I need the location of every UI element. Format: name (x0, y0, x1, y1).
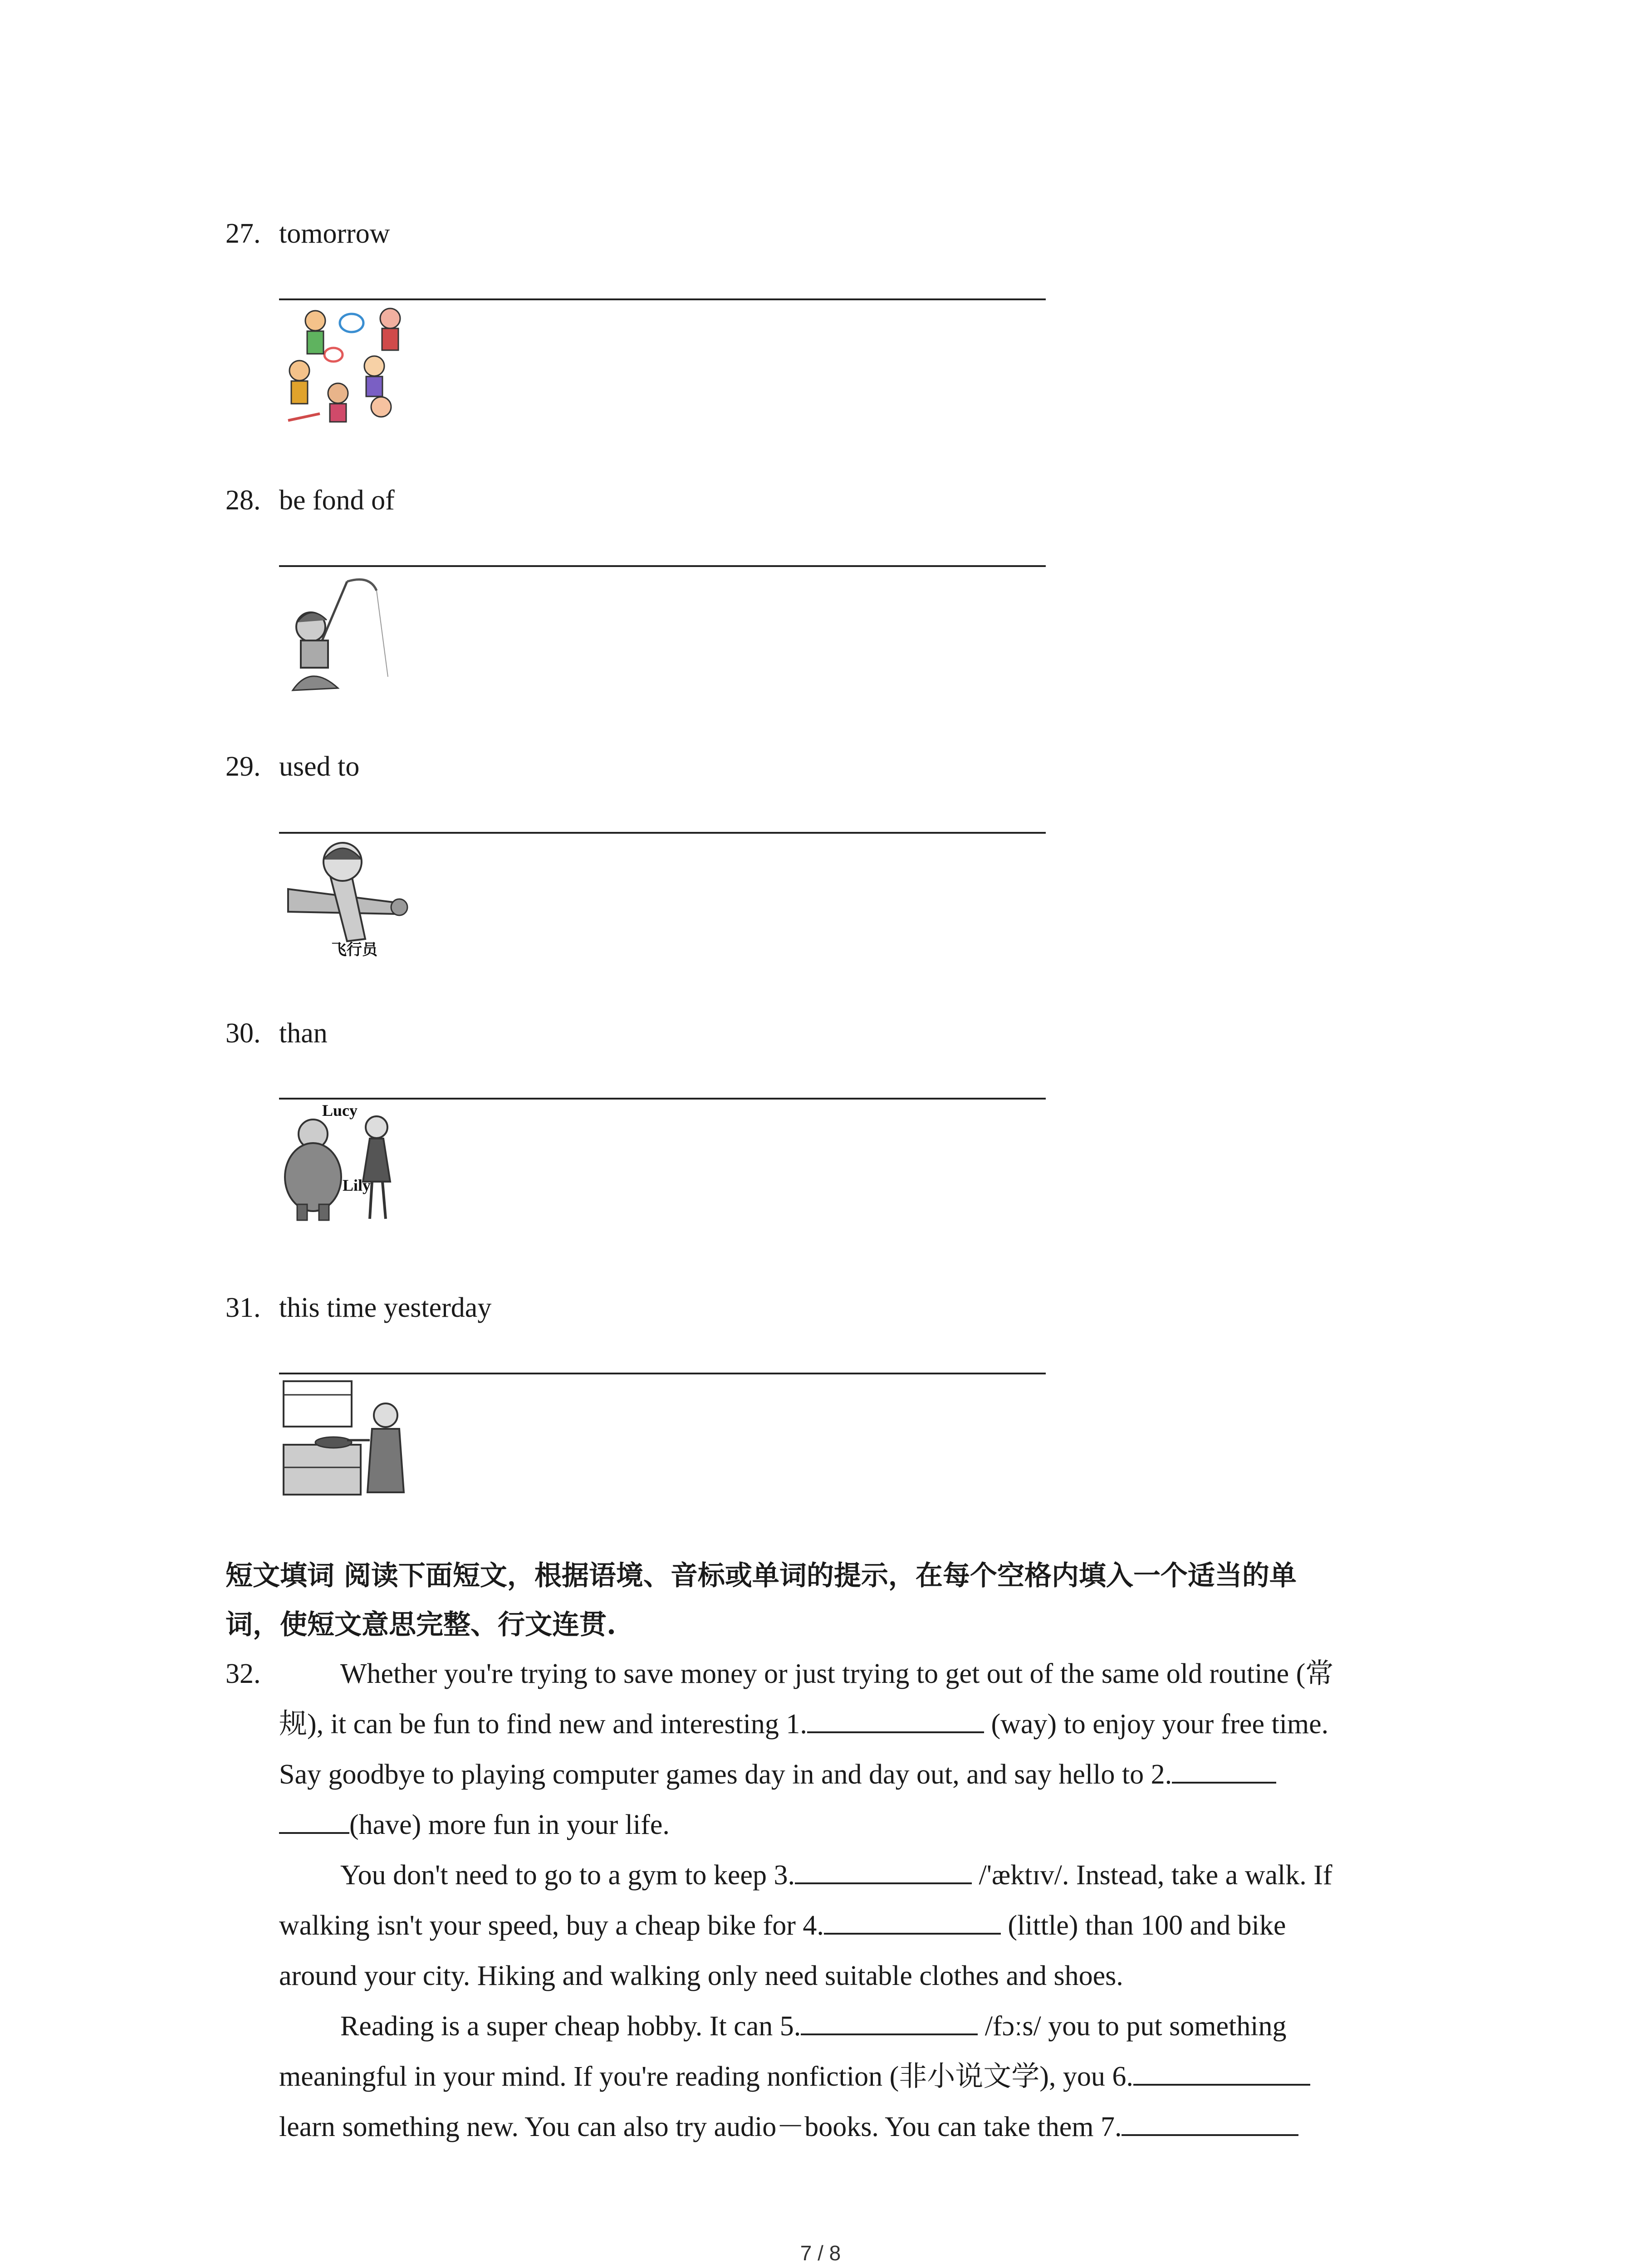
question-number: 28. (225, 485, 261, 516)
blank-3[interactable] (795, 1856, 972, 1884)
answer-line[interactable] (279, 298, 1046, 300)
question-text: be fond of (279, 485, 395, 516)
boy-fishing-picture (279, 572, 411, 695)
answer-line[interactable] (279, 832, 1046, 834)
blank-4[interactable] (824, 1906, 1001, 1935)
lily-label: Lily (343, 1176, 371, 1194)
question-number: 31. (225, 1292, 261, 1323)
passage-line: You don't need to go to a gym to keep 3. /'æktɪv/. Instead, take a walk. If (279, 1850, 1450, 1901)
picture-caption: 飞行员 (331, 941, 377, 957)
passage-line: walking isn't your speed, buy a cheap bike for 4. (little) than 100 and bike (279, 1901, 1450, 1951)
pilot-airplane-picture (279, 835, 411, 957)
lucy-label: Lucy (322, 1101, 358, 1119)
blank-6[interactable] (1133, 2058, 1310, 2086)
answer-line[interactable] (279, 1373, 1046, 1374)
section-line-1: 短文填词 阅读下面短文，根据语境、音标或单词的提示，在每个空格内填入一个适当的单 (225, 1560, 1297, 1592)
blank-7[interactable] (1122, 2108, 1298, 2136)
page-number: 7 / 8 (800, 2241, 841, 2265)
children-playing-picture (279, 305, 411, 427)
passage-line: (have) more fun in your life. (279, 1800, 1450, 1850)
question-number: 29. (225, 751, 261, 782)
question-text: tomorrow (279, 218, 390, 249)
passage-line: around your city. Hiking and walking only need suitable clothes and shoes. (279, 1960, 1123, 1991)
question-text: than (279, 1018, 328, 1049)
question-number: 32. (225, 1658, 261, 1689)
passage-line: meaningful in your mind. If you're reading nonfiction (非小说文学), you 6. (279, 2052, 1450, 2102)
lucy-lily-picture (279, 1100, 411, 1222)
question-number: 27. (225, 218, 261, 249)
section-instructions (225, 1551, 1450, 1649)
question-text: this time yesterday (279, 1292, 492, 1323)
answer-line[interactable] (279, 1098, 1046, 1100)
blank-5[interactable] (801, 2007, 978, 2035)
question-number: 30. (225, 1018, 261, 1049)
passage-line: Whether you're trying to save money or just trying to get out of the same old routine (常 (340, 1658, 1334, 1689)
passage-line: 规), it can be fun to find new and interesting 1. (way) to enjoy your free time. (279, 1699, 1450, 1750)
cooking-kitchen-picture (279, 1377, 411, 1499)
question-text: used to (279, 751, 360, 782)
blank-1[interactable] (807, 1705, 984, 1733)
blank-2-part2[interactable] (279, 1806, 349, 1834)
section-line-2: 词，使短文意思完整、行文连贯. (225, 1609, 616, 1641)
passage-line: Say goodbye to playing computer games day in and day out, and say hello to 2. (279, 1750, 1450, 1800)
passage-line: learn something new. You can also try audio－books. You can take them 7. (279, 2102, 1450, 2152)
answer-line[interactable] (279, 565, 1046, 567)
passage-q32 (225, 1649, 1450, 2175)
passage-line: Reading is a super cheap hobby. It can 5. /fɔːs/ you to put something (279, 2001, 1450, 2052)
blank-2-part1[interactable] (1172, 1755, 1276, 1784)
